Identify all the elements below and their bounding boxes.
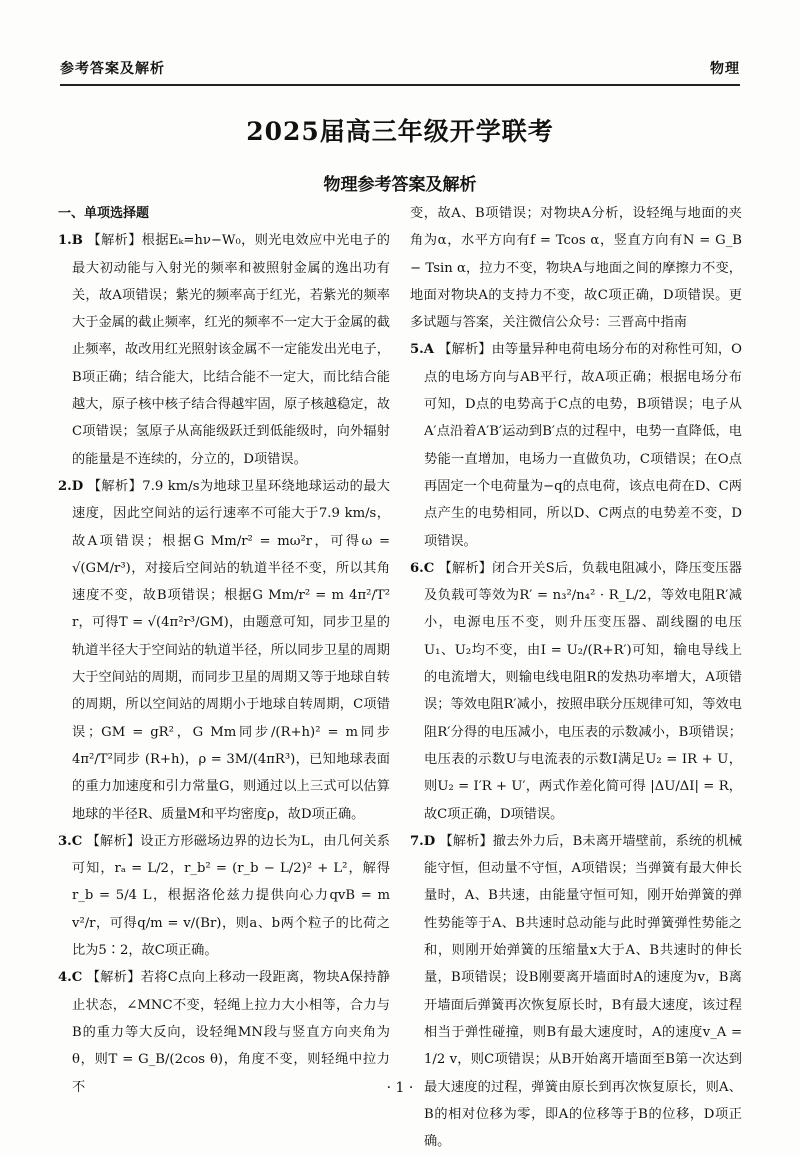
header-subject-label: 物理	[710, 61, 740, 77]
answer-explanation: 【解析】若将C点向上移动一段距离，物块A保持静止状态，∠MNC不变，轻绳上拉力大小相等，合力与B的重力等大反向，设轻绳MN段与竖直方向夹角为θ，则T = G_B/(2cos θ)，角度不变，则轻绳中拉力不	[72, 970, 390, 1095]
answer-number: 7.D	[410, 833, 436, 849]
answer-number: 2.D	[58, 478, 84, 494]
answer-item-2	[58, 473, 390, 828]
answer-explanation: 变，故A、B项错误；对物块A分析，设轻绳与地面的夹角为α，水平方向有f = Tcos α，竖直方向有N = G_B − Tsin α，拉力不变，物块A与地面之间的摩擦力不变，地面对物块A的支持力不变，故C项正确，D项错误。更多试题与答案，关注微信公众号：三晋高中指南	[410, 206, 742, 331]
answer-explanation: 【解析】7.9 km/s为地球卫星环绕地球运动的最大速度，因此空间站的运行速率不可能大于7.9 km/s，故A项错误；根据G Mm/r² = mω²r，可得ω = √(GM/r³)，对接后空间站的轨道半径不变，所以其角速度不变，故B项错误；根据G Mm/r² = m 4π²/T² r，可得T = √(4π²r³/GM)，由题意可知，同步卫星的轨道半径大于空间站的轨道半径，所以同步卫星的周期大于空间站的周期，而同步卫星的周期又等于地球自转的周期，所以空间站的周期小于地球自转周期，C项错误；GM = gR²，G Mm同步/(R+h)² = m同步 4π²/T²同步 (R+h)，ρ = 3M/(4πR³)，已知地球表面的重力加速度和引力常量G，则通过以上三式可以估算地球的半径R、质量M和平均密度ρ，故D项正确。	[72, 478, 390, 822]
answer-number: 4.C	[58, 970, 83, 986]
answer-item-3	[58, 828, 390, 964]
answer-explanation: 【解析】根据Eₖ=hν−W₀，则光电效应中光电子的最大初动能与入射光的频率和被照射金属的逸出功有关，故A项错误；紫光的频率高于红光，若紫光的频率大于金属的截止频率，红光的频率不一定大于金属的截止频率，故改用红光照射该金属不一定能发出光电子，B项正确；结合能大，比结合能不一定大，而比结合能越大，原子核中核子结合得越牢固，原子核越稳定，故C项错误；氢原子从高能级跃迁到低能级时，向外辐射的能量是不连续的，分立的，D项错误。	[72, 233, 390, 467]
answer-number: 1.B	[58, 233, 83, 249]
answer-number: 3.C	[58, 833, 83, 849]
answer-number: 6.C	[410, 560, 435, 576]
answer-item-6	[410, 555, 742, 828]
answer-subtitle: 物理参考答案及解析	[323, 175, 477, 195]
exam-title: 2025届高三年级开学联考	[246, 117, 554, 146]
answer-item-5	[410, 336, 742, 554]
answer-explanation: 【解析】由等量异种电荷电场分布的对称性可知，O点的电场方向与AB平行，故A项正确；根据电场分布可知，D点的电势高于C点的电势，B项错误；电子从A′点沿着A′B′运动到B′点的过程中，电势一直降低，电势能一直增加，电场力一直做负功，C项错误；在O点再固定一个电荷量为−q的点电荷，该点电荷在D、C两点产生的电势相同，所以D、C两点的电势差不变，D项错误。	[424, 342, 742, 549]
right-column	[410, 200, 742, 1155]
answer-item-1	[58, 227, 390, 473]
answer-explanation: 【解析】闭合开关S后，负载电阻减小，降压变压器及负载可等效为R′ = n₃²/n₄² · R_L/2，等效电阻R′减小，电源电压不变，则升压变压器、副线圈的电压U₁、U₂均不变，由I = U₂/(R+R′)可知，输电导线上的电流增大，则输电线电阻R的发热功率增大，A项错误；等效电阻R′减小，按照串联分压规律可知，等效电阻R′分得的电压减小，电压表的示数减小，B项错误；电压表的示数U与电流表的示数I满足U₂ = IR + U，则U₂ = I′R + U′，两式作差化简可得 |ΔU/ΔI| = R，故C项正确，D项错误。	[424, 560, 742, 822]
header-left-label: 参考答案及解析	[60, 61, 165, 77]
left-column	[58, 200, 390, 1101]
answer-item-4-continued	[410, 200, 742, 336]
page-number: · 1 ·	[386, 1080, 414, 1096]
answer-explanation: 【解析】设正方形磁场边界的边长为L，由几何关系可知，rₐ = L/2，r_b² = (r_b − L/2)² + L²，解得r_b = 5/4 L，根据洛伦兹力提供向心力qvB = m v²/r，可得q/m = v/(Br)，则a、b两个粒子的比荷之比为5∶2，故C项正确。	[72, 833, 390, 959]
page-header	[60, 52, 740, 86]
answer-explanation: 【解析】撤去外力后，B未离开墙壁前，系统的机械能守恒，但动量不守恒，A项错误；当弹簧有最大伸长量时，A、B共速，由能量守恒可知，刚开始弹簧的弹性势能等于A、B共速时总动能与此时弹簧弹性势能之和，则刚开始弹簧的压缩量x大于A、B共速时的伸长量，B项错误；设B刚要离开墙面时A的速度为v，B离开墙面后弹簧再次恢复原长时，B有最大速度，该过程相当于弹性碰撞，则B有最大速度时，A的速度v_A = 1/2 v，则C项错误；从B开始离开墙面至B第一次达到最大速度的过程，弹簧由原长到再次恢复原长，则A、B的相对位移为零，即A的位移等于B的位移，D项正确。	[424, 833, 742, 1150]
answer-item-7	[410, 828, 742, 1155]
section-heading: 一、单项选择题	[58, 206, 150, 221]
answer-number: 5.A	[410, 342, 434, 358]
